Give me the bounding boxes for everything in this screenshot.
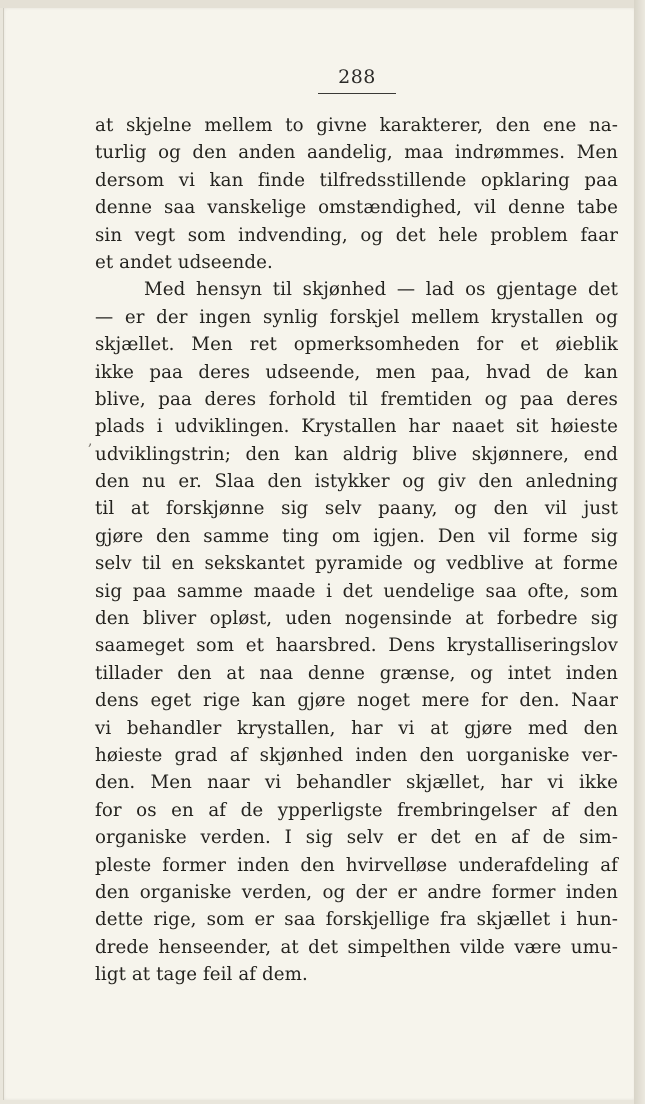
text-line: ikke paa deres udseende, men paa, hvad de kan [95,361,618,383]
text-line: sin vegt som indvending, og det hele problem faar [95,224,618,246]
text-line: pleste former inden den hvirvelløse underafdeling af [95,854,618,876]
text-line: drede henseender, at det simpelthen vilde være umu- [95,936,618,958]
text-line: sig paa samme maade i det uendelige saa ofte, som [95,580,618,602]
text-line: den bliver opløst, uden nogensinde at forbedre sig [95,608,618,630]
text-line: plads i udviklingen. Krystallen har naaet sit høieste [95,416,618,438]
text-line: den nu er. Slaa den istykker og giv den anledning [95,471,618,493]
text-line: denne saa vanskelige omstændighed, vil denne tabe [95,197,618,219]
text-line: tillader den at naa denne grænse, og intet inden [95,662,618,684]
text-line: selv til en sekskantet pyramide og vedblive at forme [95,553,618,575]
text-line: turlig og den anden aandelig, maa indrømmes. Men [95,142,618,164]
text-line: Med hensyn til skjønhed — lad os gjentage det [144,279,618,301]
text-line: udviklingstrin; den kan aldrig blive skjønnere, end [95,443,618,465]
text-line: skjællet. Men ret opmerksomheden for et øieblik [95,334,618,356]
page-number: 288 [338,66,376,88]
page-number-rule [318,93,396,94]
text-line: blive, paa deres forhold til fremtiden og paa deres [95,388,618,410]
text-line: dette rige, som er saa forskjellige fra skjællet i hun- [95,909,618,931]
text-line: organiske verden. I sig selv er det en af de sim- [95,827,618,849]
text-line: den organiske verden, og der er andre former inden [95,881,618,903]
page-top-edge [0,0,645,8]
text-line: for os en af de ypperligste frembringelser af den [95,799,618,821]
text-line: dens eget rige kan gjøre noget mere for den. Naar [95,690,618,712]
text-line: — er der ingen synlig forskjel mellem krystallen og [95,306,618,328]
text-line: saameget som et haarsbred. Dens krystalliseringslov [95,635,618,657]
text-line: at skjelne mellem to givne karakterer, den ene na- [95,115,618,136]
text-line: den. Men naar vi behandler skjællet, har vi ikke [95,772,618,794]
text-line: ligt at tage feil af dem. [95,964,308,986]
page-right-edge [634,0,645,1104]
body-text [95,112,618,989]
margin-mark: , [88,433,93,449]
text-line: dersom vi kan finde tilfredsstillende opklaring paa [95,169,618,191]
text-line: vi behandler krystallen, har vi at gjøre med den [95,717,618,739]
text-line: høieste grad af skjønhed inden den uorganiske ver- [95,744,618,766]
text-line: gjøre den samme ting om igjen. Den vil forme sig [95,525,618,547]
text-line: til at forskjønne sig selv paany, og den vil just [95,498,618,520]
text-line: et andet udseende. [95,251,273,273]
